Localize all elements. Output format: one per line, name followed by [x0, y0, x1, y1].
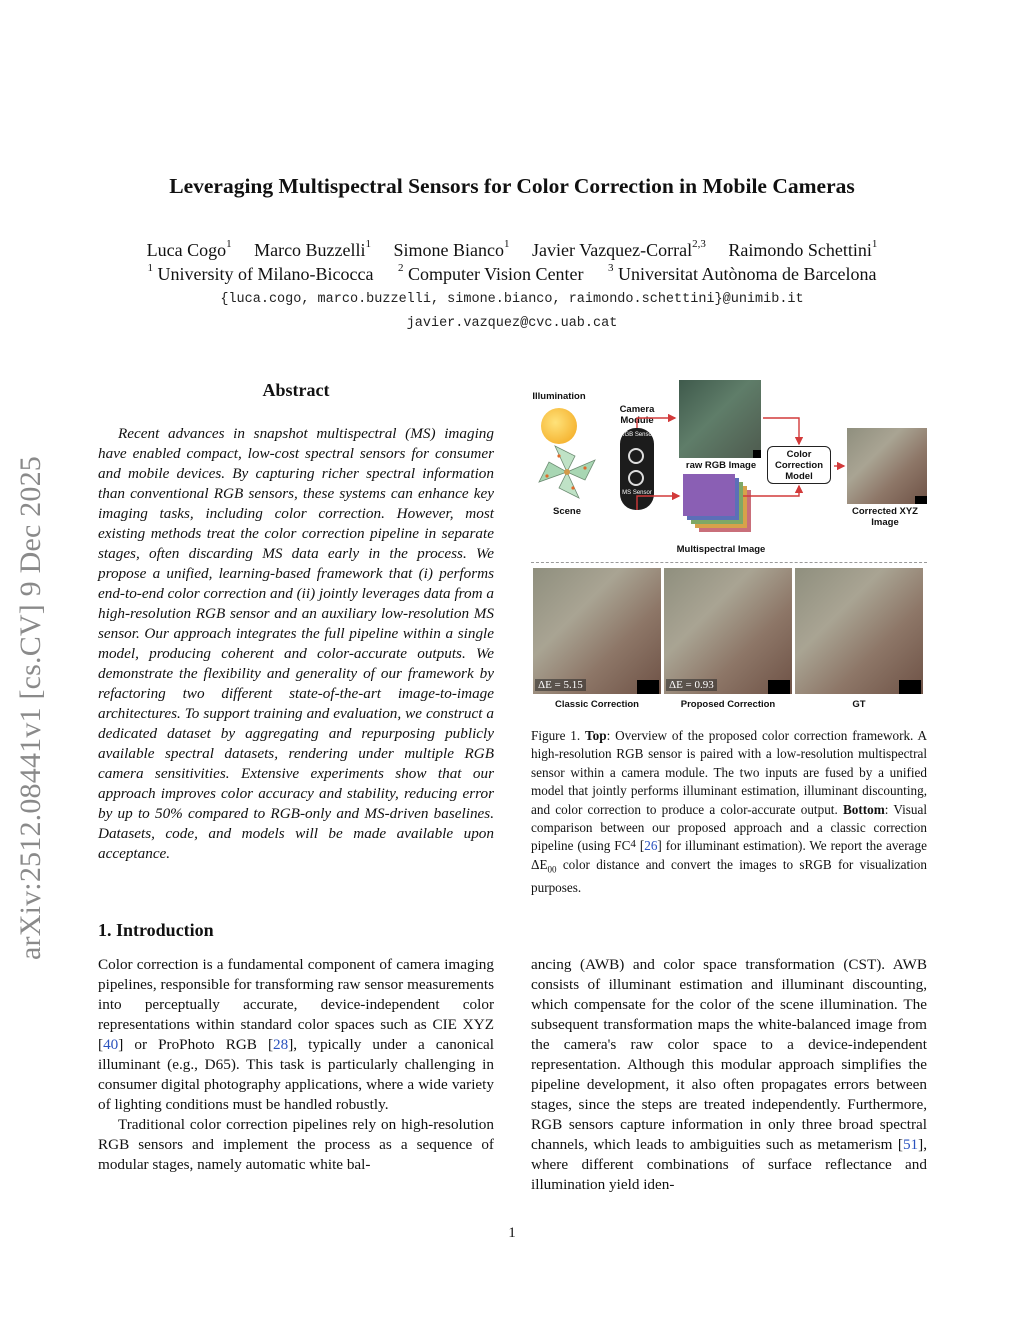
corrected-xyz-image — [847, 428, 927, 504]
label-raw-rgb: raw RGB Image — [685, 460, 757, 471]
gt-image — [795, 568, 923, 694]
abstract-heading: Abstract — [262, 380, 330, 400]
label-proposed: Proposed Correction — [680, 699, 776, 710]
affiliation-list — [0, 264, 1024, 285]
citation-link[interactable]: 40 — [103, 1036, 119, 1053]
label-ms-image: Multispectral Image — [676, 544, 766, 555]
affiliation: $^2$ Computer Vision Center — [397, 262, 584, 284]
proposed-correction-image — [664, 568, 792, 694]
citation-link[interactable]: 51 — [902, 1136, 919, 1153]
intro-paragraph-2: Traditional color correction pipelines rely on high-resolution RGB sensors and implement the process as a sequence of modular stages, namely automatic white bal- — [98, 1116, 494, 1173]
affiliation: $^3$ Universitat Autònoma de Barcelona — [608, 262, 877, 284]
xyz-corner-patch — [915, 496, 927, 504]
label-scene: Scene — [553, 506, 581, 517]
arxiv-stamp: arXiv:2512.08441v1 [cs.CV] 9 Dec 2025 — [14, 456, 47, 960]
label-gt: GT — [852, 699, 866, 710]
author: Marco Buzzelli$^1$ — [254, 238, 372, 260]
label-camera-module: Camera Module — [619, 404, 655, 426]
label-ms-sensor: MS Sensor — [622, 490, 652, 496]
gt-corner-patch — [899, 680, 921, 694]
page-number: 1 — [508, 1225, 516, 1241]
intro-left-column — [98, 955, 494, 1175]
author-list — [0, 240, 1024, 261]
author: Raimondo Schettini$^1$ — [728, 238, 878, 260]
label-illumination: Illumination — [532, 391, 586, 402]
intro-paragraph-continued: ancing (AWB) and color space transformation (CST). AWB consists of illuminant estimation and illuminant discounting, which compensate for the color of the scene illumination. The subsequent transformation maps the white-balanced image from the camera's raw color space to a device-independent representation. Although this modular approach simplifies the pipeline development, it also often propagates errors between stages, since the steps are treated independently. Furthermore, RGB sensors capture information in only three broad spectral channels, which leads to ambiguities such as metamerism [51], where different combinations of surface reflectance and illumination yield iden- — [531, 956, 927, 1193]
proposed-corner-patch — [768, 680, 790, 694]
label-rgb-sensor: RGB Sensor — [620, 432, 654, 438]
label-classic: Classic Correction — [555, 699, 639, 710]
section-heading-introduction: 1. Introduction — [98, 920, 214, 940]
delta-e-classic: ΔE = 5.15 — [535, 679, 586, 691]
label-xyz: Corrected XYZ Image — [852, 506, 918, 528]
citation-link[interactable]: 28 — [273, 1036, 289, 1053]
author: Luca Cogo$^1$ — [146, 238, 232, 260]
author: Javier Vazquez-Corral$^{2,3}$ — [532, 238, 706, 260]
intro-paragraph-1: Color correction is a fundamental component of camera imaging pipelines, responsible for transforming raw sensor measurements into perceptually accurate, device-independent color representations within standard color spaces such as CIE XYZ [40] or ProPhoto RGB [28], typically under a canonical illuminant (e.g., D65). This task is particularly challenging in consumer digital photography applications, where a wide variety of lighting conditions must be handled robustly. — [98, 956, 494, 1113]
author: Simone Bianco$^1$ — [393, 238, 510, 260]
email-line-2: javier.vazquez@cvc.uab.cat — [406, 316, 618, 331]
email-line-1: {luca.cogo, marco.buzzelli, simone.bianco, raimondo.schettini}@unimib.it — [220, 292, 804, 307]
figure-1 — [531, 376, 927, 716]
classic-corner-patch — [637, 680, 659, 694]
intro-right-column — [531, 955, 927, 1195]
figure-divider — [531, 562, 927, 563]
paper-title: Leveraging Multispectral Sensors for Color Correction in Mobile Cameras — [169, 174, 855, 198]
affiliation: $^1$ University of Milano-Bicocca — [147, 262, 374, 284]
classic-correction-image — [533, 568, 661, 694]
abstract-text: Recent advances in snapshot multispectral (MS) imaging have enabled compact, low-cost spectral sensors for consumer and mobile devices. By capturing richer spectral information than conventional RGB sensors, these systems can enhance key imaging tasks, including color correction. However, most existing methods treat the color correction pipeline in separate stages, often discarding MS data early in the process. We propose a unified, learning-based framework that (i) performs end-to-end color correction and (ii) jointly leverages data from a high-resolution RGB sensor and an auxiliary low-resolution MS sensor. Our approach integrates the full pipeline within a single model, producing coherent and color-accurate outputs. We demonstrate the flexibility and generality of our framework by refactoring two different state-of-the-art image-to-image architectures. To support training and evaluation, we construct a dedicated dataset by aggregating and repurposing publicly available spectral datasets, rendering under multiple RGB camera sensitivities. Extensive experiments show that our approach improves color accuracy and stability, reducing error by up to 50% compared to RGB-only and MS-driven baselines. Datasets, code, and models will be made available upon acceptance. — [98, 425, 494, 862]
figure-1-caption: Figure 1. Top: Overview of the proposed color correction framework. A high-resolution RGB sensor is paired with a low-resolution multispectral sensor within a camera module. The two inputs are fused by a unified model that jointly performs illuminant estimation, illuminant discounting, and color correction to produce a color-accurate output. Bottom: Visual comparison between our proposed approach and a classic correction pipeline (using $FC^4$ [26] for illuminant estimation). We report the average $\Delta E_{00}$ color distance and convert the images to sRGB for visualization purposes. — [531, 728, 928, 895]
delta-e-proposed: ΔE = 0.93 — [666, 679, 717, 691]
color-correction-model-box: Color Correction Model — [767, 446, 831, 484]
citation-link[interactable]: 26 — [644, 838, 658, 854]
